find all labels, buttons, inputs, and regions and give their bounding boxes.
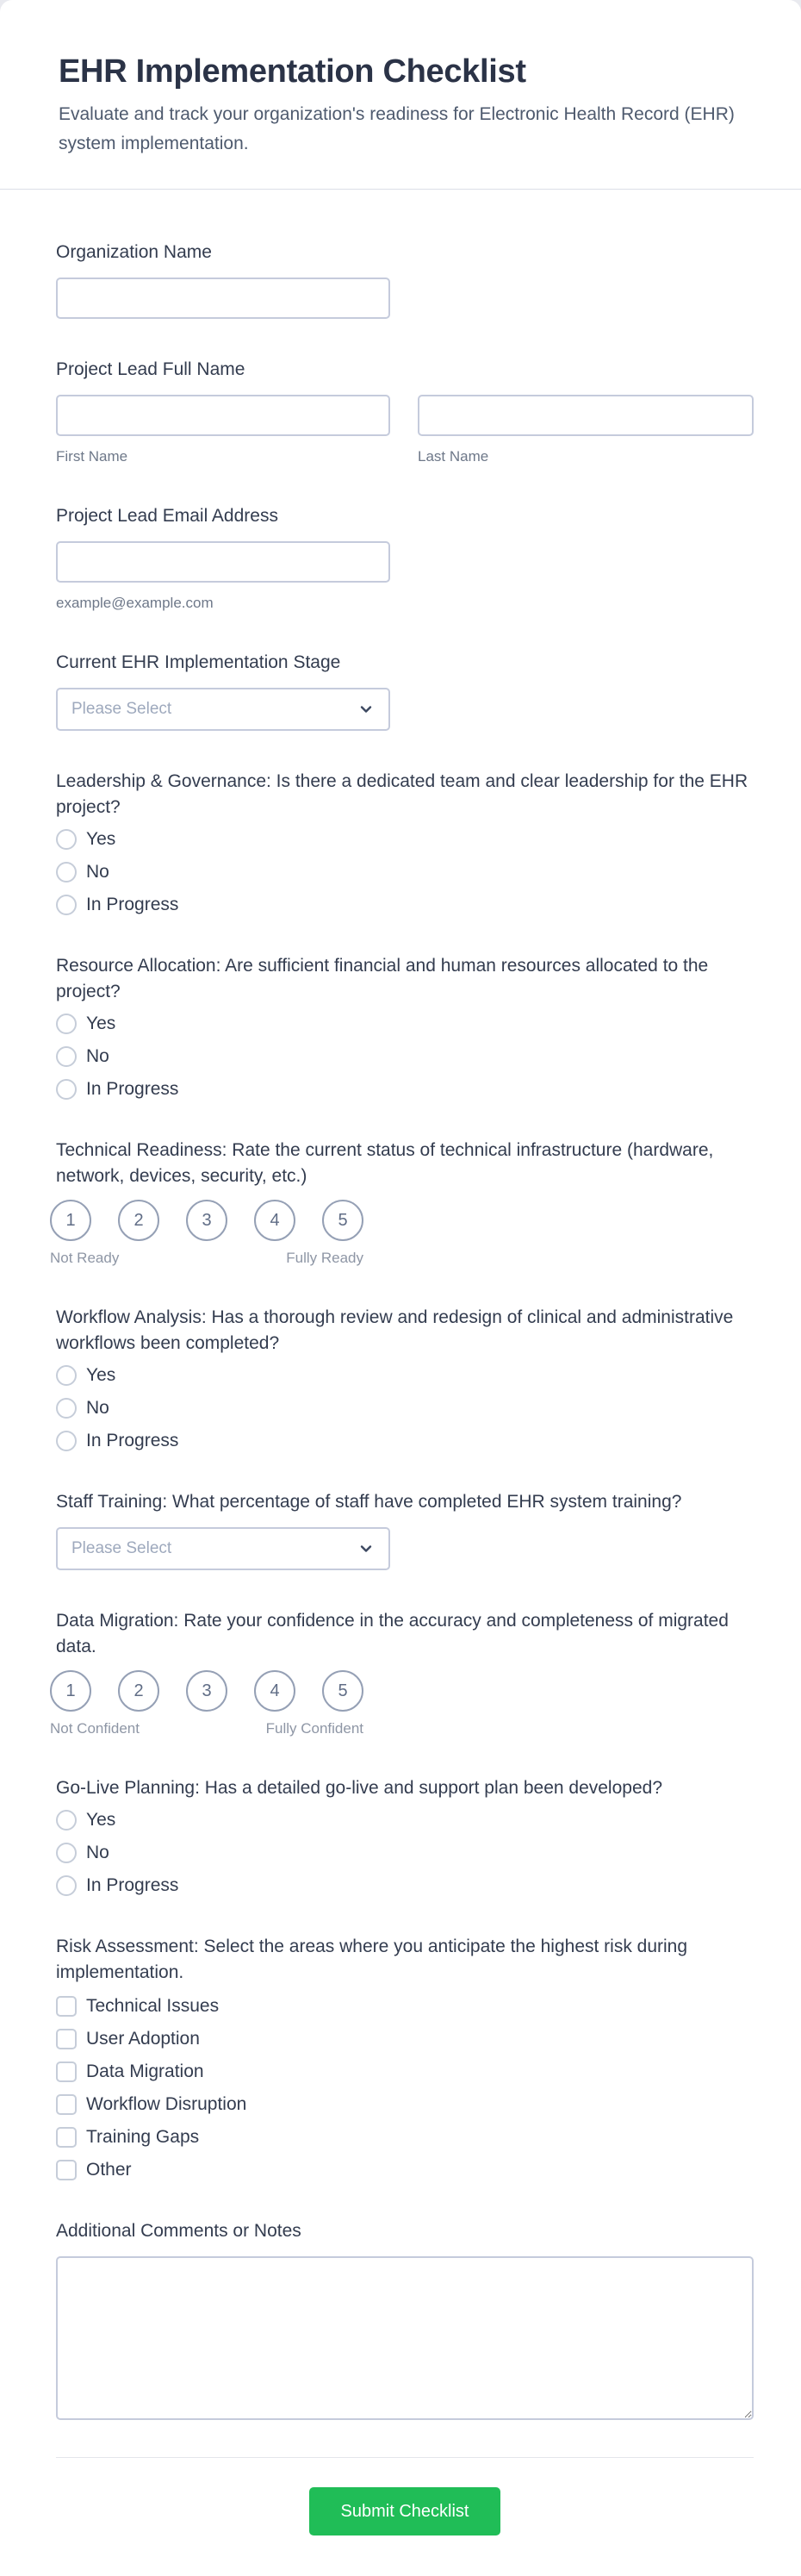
question-technical-readiness: [50, 1138, 754, 1267]
radio-option-in-progress[interactable]: [56, 1875, 754, 1896]
radio-option-in-progress[interactable]: [56, 1431, 754, 1451]
question-resources: [56, 953, 754, 1100]
radio-label: Yes: [86, 1014, 116, 1033]
question-project-lead-name: [56, 357, 754, 465]
scale-option-1[interactable]: 1: [50, 1670, 91, 1712]
first-name-col: [56, 395, 390, 465]
question-label: Additional Comments or Notes: [56, 2221, 301, 2241]
email-sublabel: example@example.com: [56, 595, 214, 611]
question-label: Data Migration: Rate your confidence in the accuracy and completeness of migrated data.: [56, 1611, 729, 1656]
rating-scale: [50, 1200, 754, 1241]
radio-button[interactable]: [56, 1365, 77, 1386]
question-label: Workflow Analysis: Has a thorough review and redesign of clinical and administrative workflows been completed?: [56, 1307, 734, 1353]
checkbox-option-other[interactable]: [56, 2160, 754, 2180]
radio-button[interactable]: [56, 1810, 77, 1831]
question-golive: [56, 1775, 754, 1896]
question-leadership: [56, 769, 754, 915]
radio-option-no[interactable]: [56, 1398, 754, 1419]
question-label: Staff Training: What percentage of staff have completed EHR system training?: [56, 1492, 682, 1512]
radio-button[interactable]: [56, 1875, 77, 1896]
radio-label: Yes: [86, 829, 116, 849]
question-organization: [56, 240, 754, 319]
scale-option-1[interactable]: 1: [50, 1200, 91, 1241]
question-label: Current EHR Implementation Stage: [56, 652, 341, 672]
radio-option-no[interactable]: [56, 1843, 754, 1863]
radio-option-no[interactable]: [56, 862, 754, 883]
scale-max-label: Fully Ready: [286, 1250, 363, 1266]
question-label: Organization Name: [56, 242, 212, 262]
checkbox-label: Other: [86, 2160, 132, 2180]
checkbox-label: Technical Issues: [86, 1996, 220, 2016]
last-name-col: [418, 395, 754, 465]
question-label: Resource Allocation: Are sufficient financial and human resources allocated to the project?: [56, 956, 709, 1001]
radio-option-yes[interactable]: [56, 1810, 754, 1831]
training-select[interactable]: [56, 1527, 390, 1570]
scale-max-label: Fully Confident: [265, 1720, 363, 1737]
scale-option-4[interactable]: 4: [254, 1200, 295, 1241]
radio-button[interactable]: [56, 1046, 77, 1067]
radio-label: Yes: [86, 1365, 116, 1385]
question-stage: [56, 650, 754, 731]
comments-textarea[interactable]: [56, 2256, 754, 2420]
scale-end-labels: [50, 1720, 363, 1737]
radio-button[interactable]: [56, 1431, 77, 1451]
checkbox[interactable]: [56, 2061, 77, 2082]
question-label: Project Lead Email Address: [56, 506, 278, 526]
scale-option-3[interactable]: 3: [186, 1670, 227, 1712]
scale-option-5[interactable]: 5: [322, 1200, 363, 1241]
radio-label: In Progress: [86, 1875, 179, 1895]
submit-button[interactable]: Submit Checklist: [309, 2487, 500, 2535]
checkbox[interactable]: [56, 1996, 77, 2017]
radio-option-yes[interactable]: [56, 1365, 754, 1386]
stage-select[interactable]: [56, 688, 390, 731]
checkbox-option-data-migration[interactable]: [56, 2061, 754, 2082]
checkbox[interactable]: [56, 2127, 77, 2148]
radio-label: No: [86, 1398, 109, 1418]
submit-bar: [56, 2457, 754, 2576]
radio-option-yes[interactable]: [56, 829, 754, 850]
radio-button[interactable]: [56, 1014, 77, 1034]
radio-option-in-progress[interactable]: [56, 895, 754, 915]
email-input[interactable]: [56, 541, 390, 583]
checkbox-label: Workflow Disruption: [86, 2094, 247, 2114]
scale-option-3[interactable]: 3: [186, 1200, 227, 1241]
radio-label: No: [86, 862, 109, 882]
radio-button[interactable]: [56, 895, 77, 915]
last-name-sublabel: Last Name: [418, 448, 489, 465]
radio-label: Yes: [86, 1810, 116, 1830]
radio-option-in-progress[interactable]: [56, 1079, 754, 1100]
checkbox-label: Training Gaps: [86, 2127, 200, 2147]
first-name-input[interactable]: [56, 395, 390, 436]
question-label: Project Lead Full Name: [56, 359, 245, 379]
last-name-input[interactable]: [418, 395, 754, 436]
radio-button[interactable]: [56, 1079, 77, 1100]
question-staff-training: [56, 1489, 754, 1570]
scale-min-label: Not Confident: [50, 1720, 140, 1737]
first-name-sublabel: First Name: [56, 448, 128, 465]
question-workflow: [56, 1305, 754, 1451]
question-data-migration: [50, 1608, 754, 1737]
checkbox-option-training-gaps[interactable]: [56, 2127, 754, 2148]
radio-label: No: [86, 1843, 109, 1862]
radio-button[interactable]: [56, 862, 77, 883]
question-risk: [56, 1934, 754, 2180]
page-title: EHR Implementation Checklist: [59, 53, 526, 90]
checkbox-label: User Adoption: [86, 2029, 200, 2049]
checkbox-label: Data Migration: [86, 2061, 204, 2081]
question-label: Technical Readiness: Rate the current status of technical infrastructure (hardware, network, devices, security, etc.): [56, 1140, 714, 1186]
checkbox[interactable]: [56, 2160, 77, 2180]
checkbox-option-user-adoption[interactable]: [56, 2029, 754, 2049]
form-header: [0, 0, 801, 190]
checkbox[interactable]: [56, 2029, 77, 2049]
name-row: [56, 395, 754, 465]
radio-label: In Progress: [86, 1431, 179, 1450]
select-placeholder: Please Select: [71, 1539, 172, 1557]
radio-label: No: [86, 1046, 109, 1066]
checkbox-option-workflow-disruption[interactable]: [56, 2094, 754, 2115]
scale-option-5[interactable]: 5: [322, 1670, 363, 1712]
radio-option-yes[interactable]: [56, 1014, 754, 1034]
question-label: Leadership & Governance: Is there a dedicated team and clear leadership for the EHR project?: [56, 771, 748, 817]
question-label: Risk Assessment: Select the areas where you anticipate the highest risk during implementation.: [56, 1937, 688, 1982]
chevron-down-icon: [357, 1540, 375, 1557]
radio-label: In Progress: [86, 895, 179, 914]
scale-end-labels: [50, 1250, 363, 1267]
radio-button[interactable]: [56, 829, 77, 850]
chevron-down-icon: [357, 701, 375, 718]
organization-name-input[interactable]: [56, 278, 390, 319]
form-body: [0, 190, 801, 2576]
question-comments: [56, 2218, 754, 2424]
radio-label: In Progress: [86, 1079, 179, 1099]
radio-button[interactable]: [56, 1398, 77, 1419]
scale-option-2[interactable]: 2: [118, 1200, 159, 1241]
rating-scale: [50, 1670, 754, 1712]
question-label: Go-Live Planning: Has a detailed go-live and support plan been developed?: [56, 1778, 662, 1798]
radio-button[interactable]: [56, 1843, 77, 1863]
checkbox-option-technical-issues[interactable]: [56, 1996, 754, 2017]
scale-option-2[interactable]: 2: [118, 1670, 159, 1712]
question-email: [56, 503, 754, 612]
select-placeholder: Please Select: [71, 700, 172, 718]
scale-min-label: Not Ready: [50, 1250, 120, 1266]
page-subtitle: Evaluate and track your organization's readiness for Electronic Health Record (EHR) system implementation.: [59, 104, 735, 153]
checkbox[interactable]: [56, 2094, 77, 2115]
scale-option-4[interactable]: 4: [254, 1670, 295, 1712]
radio-option-no[interactable]: [56, 1046, 754, 1067]
